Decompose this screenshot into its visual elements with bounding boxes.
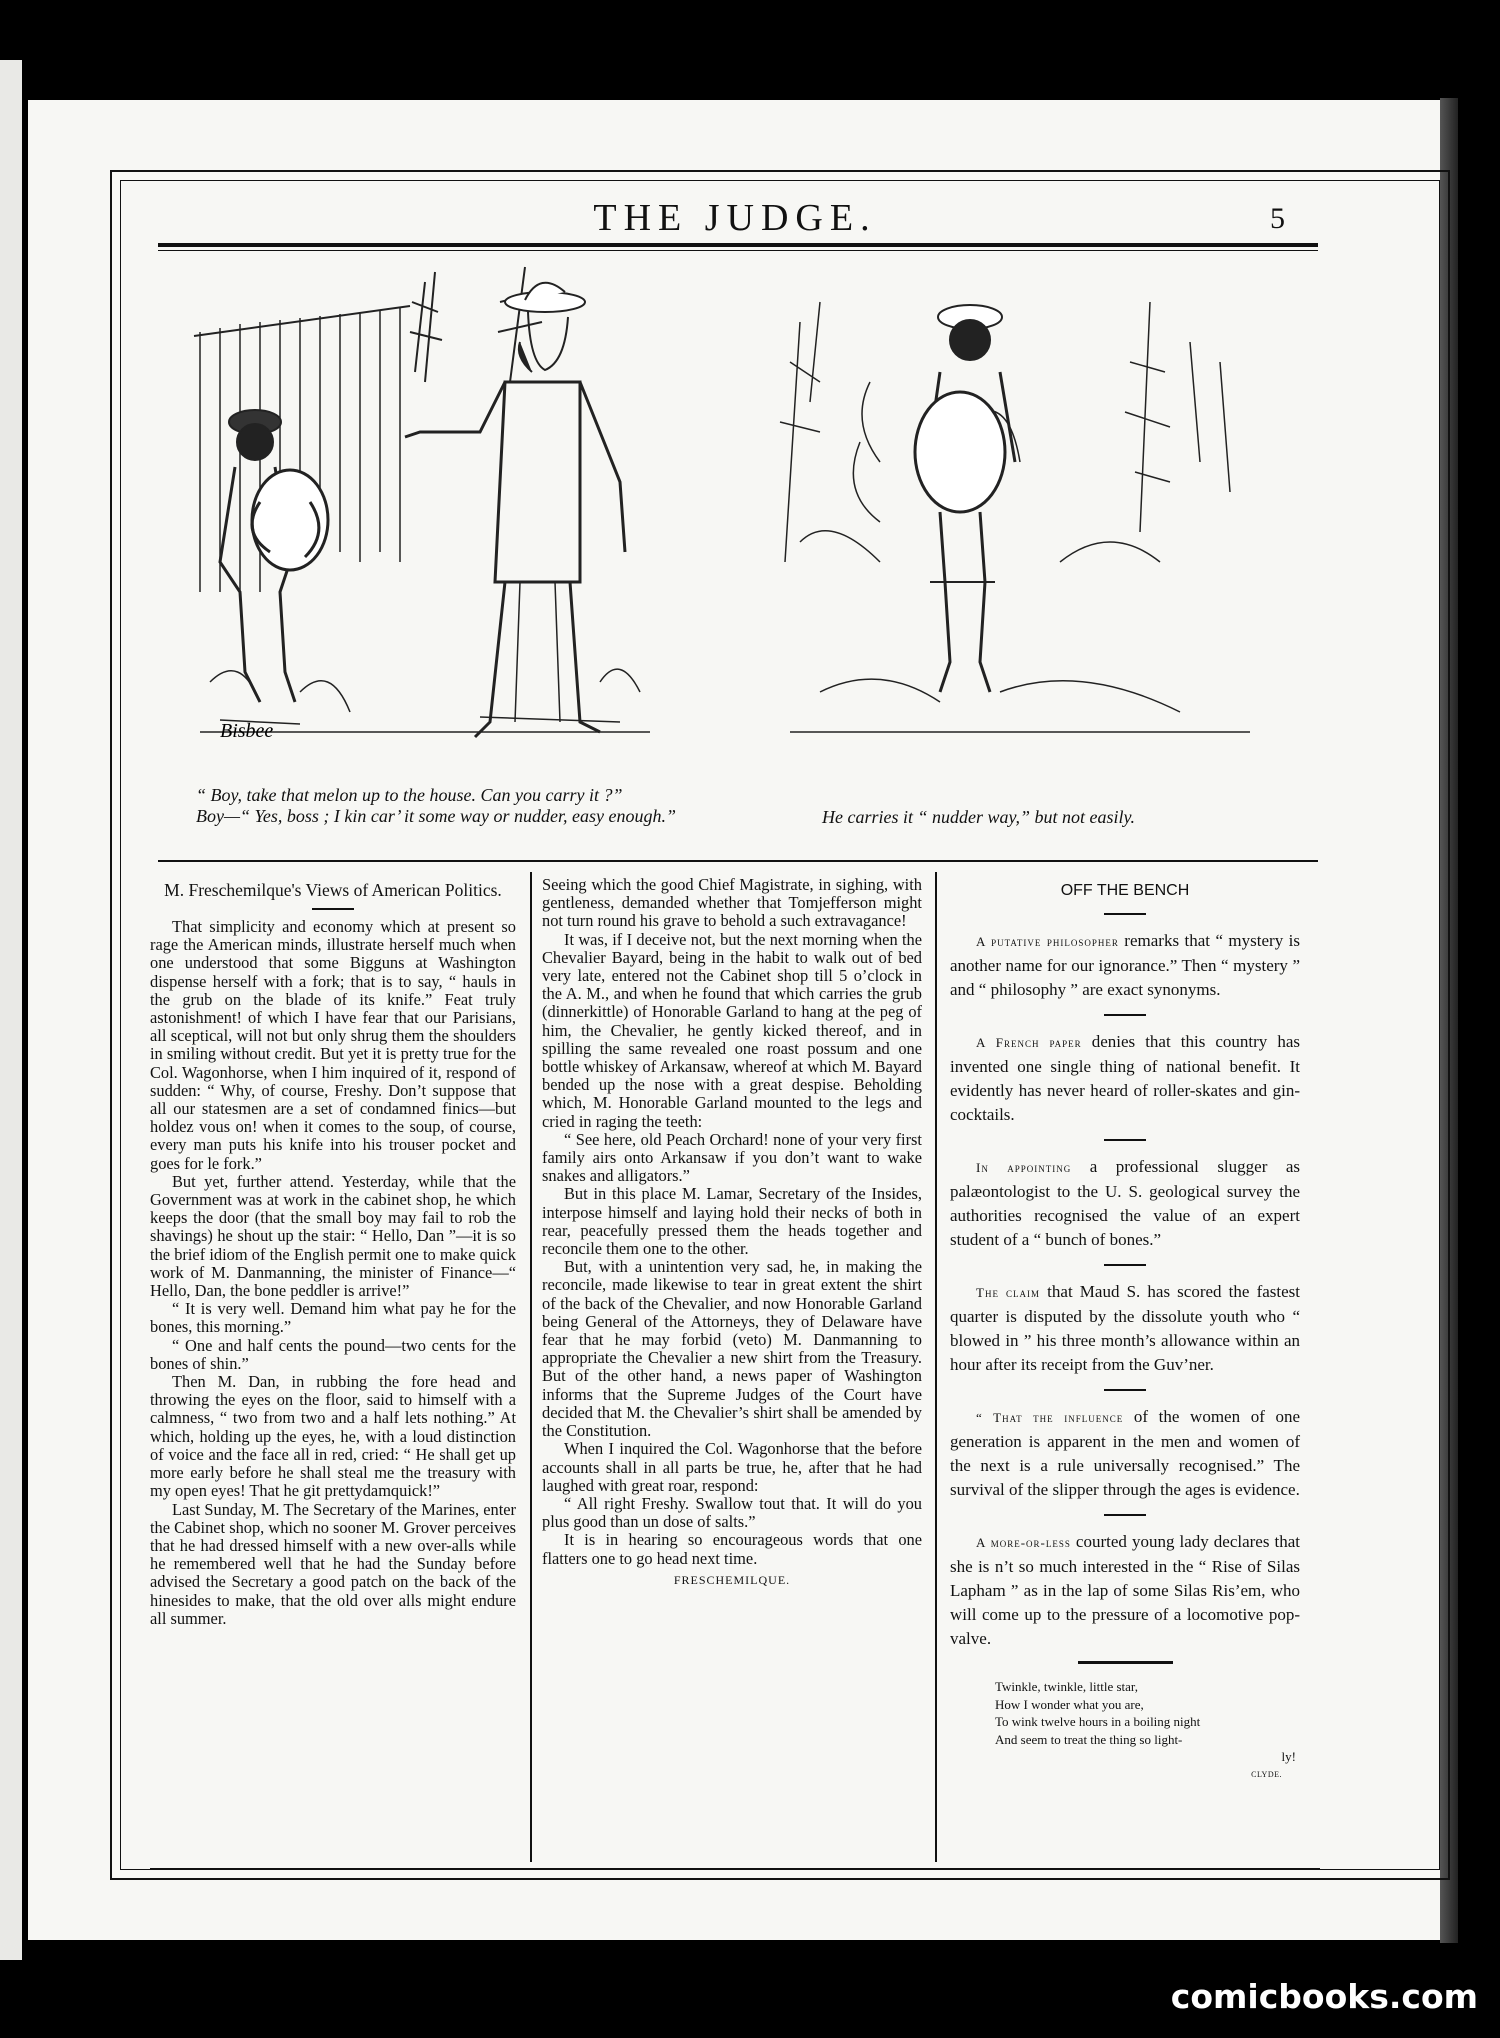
heading-divider: [1104, 913, 1146, 915]
paragraph: “ One and half cents the pound—two cents for the bones of shin.”: [150, 1335, 516, 1373]
left-panel-drawing: [194, 267, 650, 737]
paragraph: Then M. Dan, in rubbing the fore head and throwing the eyes on the floor, said to himself with a calmness, “ two from two and a half lets nothing.” At which, holding up the eyes, he, with a loud distinction of voice and the face all in red, cried: “ He shall get up more early before he shall steal me the treasury with my open eyes! That he git prettydamquick!”: [150, 1372, 516, 1501]
poem: [950, 1678, 1300, 1783]
artist-signature: Bisbee: [220, 720, 274, 742]
bench-item: [950, 929, 1300, 1002]
poem-divider: [1078, 1661, 1173, 1664]
item-divider: [1104, 1389, 1146, 1391]
bench-item: [950, 1155, 1300, 1252]
paragraph: It was, if I deceive not, but the next morning when the Chevalier Bayard, being in the habit to walk out of bed very late, entered not the Cabinet shop till 5 o’clock in the A. M., and when he found that which carries the grub (dinnerkittle) of Honorable Garland to hang at the peg of him, the Chevalier, he gently kicked thereof, and in spilling the same revealed one roast possum and one bottle whiskey of Arkansaw, whereof at which M. Bayard bended up the nose with a great despise. Beholding which, M. Honorable Garland mounted to the legs and cried in raging the teeth:: [542, 929, 922, 1131]
article-middle: [542, 876, 922, 1589]
item-divider: [1104, 1014, 1146, 1016]
paragraph: Last Sunday, M. The Secretary of the Marines, enter the Cabinet shop, which no sooner M. Grover perceives that he had dressed himself with a new over-alls while he remembered well that he had the Sunday before advised the Secretary a good patch on the back of the hinesides to make, that the old over alls might endure all summer.: [150, 1499, 516, 1628]
article-left-heading: M. Freschemilque's Views of American Politics.: [164, 880, 502, 900]
bench-item: [950, 1030, 1300, 1127]
bench-item: [950, 1280, 1300, 1377]
bench-item-lead: A French paper: [976, 1035, 1082, 1050]
caption-left-line2: Boy—“ Yes, boss ; I kin car’ it some way or nudder, easy enough.”: [196, 806, 676, 826]
caption-right: He carries it “ nudder way,” but not easily.: [822, 807, 1135, 827]
masthead-rule: [158, 243, 1318, 247]
bench-item-text: courted young lady declares that she is n’t so much interested in the “ Rise of Silas Lapham ” as in the lap of some Silas Ris’em, who will come up to the pressure of a locomotive pop-valve.: [950, 1532, 1301, 1648]
cartoon-illustration: [180, 262, 1290, 762]
watermark: comicbooks.com: [1170, 1977, 1478, 2016]
bench-item-lead: A putative philosopher: [976, 934, 1119, 949]
paragraph: “ All right Freshy. Swallow tout that. It will do you plus good than un dose of salts.”: [542, 1493, 922, 1532]
article-right-heading: OFF THE BENCH: [1060, 882, 1190, 899]
article-left: [150, 880, 516, 1628]
heading-divider: [312, 908, 354, 910]
poem-line: And seem to treat the thing so light-: [995, 1731, 1183, 1747]
paragraph: But in this place M. Lamar, Secretary of the Insides, interpose himself and laying hold their necks of both in rear, peacefully pressed them the heads together and reconcile them one to the other.: [542, 1184, 922, 1259]
paragraph: That simplicity and economy which at present so rage the American minds, illustrate herself much when one understood that some Bigguns at Washington dispense herself with a fork; that is to say, “ hauls in the grub on the blade of its knife.” Feat truly astonishment! of which I have fear that our Parisians, all sceptical, will not but only shrug them the shoulders in smiling without credit. But yet it is pretty true for the Col. Wagonhorse, when I him inquired of it, respond of sudden: “ Why, of course, Freshy. Don’t suppose that all our statesmen are a set of condamned finics—but holdez vous on! when it comes to the soup, of course, every man puts his knife into his trouser pocket and goes for le fork.”: [150, 917, 516, 1173]
item-divider: [1104, 1264, 1146, 1266]
bench-item-text: remarks that “ mystery is another name for our ignorance.” Then “ mystery ” and “ philosophy ” are exact synonyms.: [950, 931, 1300, 999]
adjacent-page-edge: [0, 60, 22, 1960]
paragraph: Seeing which the good Chief Magistrate, in sighing, with gentleness, demanded whether that Tomjefferson might not turn round his grave to behold a such extravagance!: [542, 875, 922, 931]
bench-item-text: that Maud S. has scored the fastest quarter is disputed by the dissolute youth who “ blowed in ” his three month’s allowance within an hour after its receipt from the Guv’ner.: [950, 1282, 1300, 1374]
article-signature: FRESCHEMILQUE.: [673, 1572, 791, 1587]
bench-item-lead: In appointing: [976, 1160, 1072, 1175]
paragraph: “ See here, old Peach Orchard! none of your very first family airs onto Arkansaw if you don’t want to wake snakes and alligators.”: [542, 1129, 922, 1186]
bench-item-lead: A more-or-less: [976, 1535, 1071, 1550]
right-panel-drawing: [780, 302, 1250, 732]
bench-item-text: of the women of one generation is apparent in the men and women of the next is a rule universally recognised.” The survival of the slipper through the ages is evidence.: [950, 1407, 1301, 1499]
poem-line: How I wonder what you are,: [995, 1696, 1144, 1712]
masthead-title: THE JUDGE.: [593, 197, 877, 239]
paragraph: “ It is very well. Demand him what pay he for the bones, this morning.”: [150, 1299, 516, 1337]
column-divider-1: [530, 872, 532, 1862]
poem-line: To wink twelve hours in a boiling night: [995, 1714, 1201, 1729]
item-divider: [1104, 1514, 1146, 1516]
poem-line: Twinkle, twinkle, little star,: [995, 1679, 1138, 1694]
bench-item-text: denies that this country has invented one single thing of national benefit. It evidently has never heard of roller-skates and gin-cocktails.: [950, 1032, 1300, 1124]
bench-item-text: a professional slugger as palæontologist to the U. S. geological survey the authorities recognised the value of an expert student of a “ bunch of bones.”: [950, 1157, 1300, 1249]
poem-last-fragment: ly!: [1281, 1749, 1296, 1764]
paragraph: But, with a unintention very sad, he, in making the reconcile, made likewise to tear in great extent the shirt of the back of the Chevalier, and now Honorable Garland being General of the Attorneys, they of Delaware have fear that he may forbid (veto) M. Danmanning to appropriate the Chevalier a new shirt from the Treasury. But of the other hand, a news paper of Washington informs that the Supreme Judges of the Court have decided that M. the Chevalier’s shirt shall be amended by the Constitution.: [542, 1257, 922, 1441]
bench-item: [950, 1405, 1300, 1502]
poem-author: CLYDE.: [1251, 1769, 1282, 1779]
bench-item: [950, 1530, 1300, 1651]
paragraph: It is in hearing so encourageous words that one flatters one to go head next time.: [542, 1530, 922, 1568]
paragraph: When I inquired the Col. Wagonhorse that the before accounts shall in all parts be true, he, after that he had laughed with great roar, respond:: [542, 1439, 922, 1495]
column-divider-2: [935, 872, 937, 1862]
section-rule: [158, 860, 1318, 862]
paragraph: But yet, further attend. Yesterday, while that the Government was at work in the cabinet shop, he which keeps the door (that the small boy may fail to rob the shavings) he shout up the stair: “ Hello, Dan ”—it is so the brief idiom of the English permit one to make quick work of M. Danmanning, the minister of Finance—“ Hello, Dan, the bone peddler is arrive!”: [150, 1171, 516, 1301]
bottom-rule: [150, 1868, 1320, 1869]
bench-item-lead: The claim: [976, 1285, 1041, 1300]
caption-left-line1: “ Boy, take that melon up to the house. Can you carry it ?”: [196, 785, 623, 805]
caption-left: [196, 785, 756, 827]
bench-item-lead: “ That the influence: [976, 1410, 1124, 1425]
article-right: [950, 880, 1300, 1783]
page-number: 5: [1270, 202, 1285, 235]
masthead-rule-thin: [158, 250, 1318, 251]
item-divider: [1104, 1139, 1146, 1141]
